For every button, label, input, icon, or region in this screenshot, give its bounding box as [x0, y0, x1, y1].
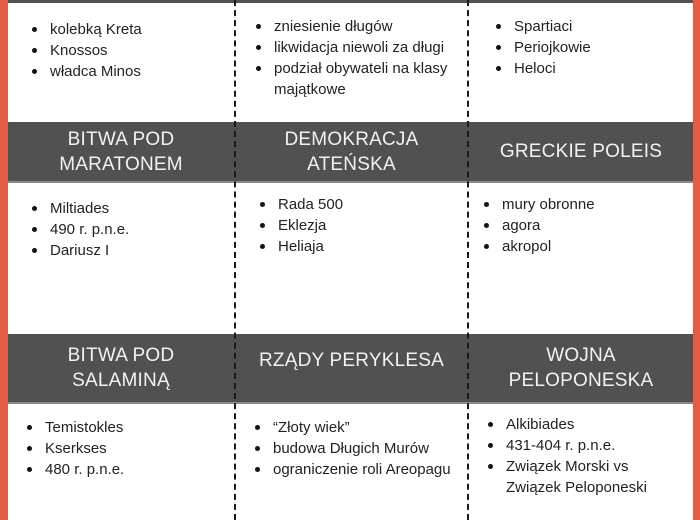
title-rzady-peryklesa: RZĄDY PERYKLESA [259, 350, 444, 371]
left-accent-bar [0, 0, 8, 520]
title-demokracja-atenska: DEMOKRACJA ATEŃSKA [284, 128, 419, 175]
column-divider-1 [234, 0, 236, 520]
list-perykles [253, 417, 468, 480]
list-item: władca Minos [30, 61, 142, 82]
list-item: 490 r. p.n.e. [30, 219, 129, 240]
list-item: Periojkowie [494, 37, 591, 58]
right-accent-bar [693, 0, 700, 520]
top-header-band-edge [8, 0, 693, 3]
list-salamina [25, 417, 124, 480]
list-item: budowa Długich Murów [253, 438, 468, 459]
list-item: Kserkses [25, 438, 124, 459]
list-item: “Złoty wiek” [253, 417, 468, 438]
list-maraton [30, 198, 129, 261]
title-bitwa-maraton: BITWA POD MARATONEM [59, 128, 183, 175]
list-poleis [482, 194, 595, 257]
list-item: akropol [482, 236, 595, 257]
column-divider-2 [467, 0, 469, 520]
list-item: ograniczenie roli Areopagu [253, 459, 468, 480]
list-item: Alkibiades [486, 414, 676, 435]
list-item: Temistokles [25, 417, 124, 438]
list-wojna-peloponeska [486, 414, 676, 498]
list-item: Heloci [494, 58, 591, 79]
list-item: likwidacja niewoli za długi [254, 37, 464, 58]
list-item: Rada 500 [258, 194, 343, 215]
list-solon-reforms [254, 16, 464, 100]
title-bitwa-salamina: BITWA POD SALAMINĄ [67, 345, 175, 391]
list-item: zniesienie długów [254, 16, 464, 37]
list-item: Miltiades [30, 198, 129, 219]
list-item: Dariusz I [30, 240, 129, 261]
title-greckie-poleis: GRECKIE POLEIS [499, 141, 663, 162]
list-demokracja [258, 194, 343, 257]
list-item: Eklezja [258, 215, 343, 236]
list-item: Heliaja [258, 236, 343, 257]
list-item: agora [482, 215, 595, 236]
list-item: mury obronne [482, 194, 595, 215]
list-minoan [30, 19, 142, 82]
list-item: 431-404 r. p.n.e. [486, 435, 676, 456]
title-wojna-peloponeska: WOJNA PELOPONESKA [508, 345, 654, 391]
list-item: Knossos [30, 40, 142, 61]
list-item: Związek Morski vs Związek Peloponeski [486, 456, 676, 498]
list-item: podział obywateli na klasy majątkowe [254, 58, 464, 100]
list-item: 480 r. p.n.e. [25, 459, 124, 480]
list-item: kolebką Kreta [30, 19, 142, 40]
list-item: Spartiaci [494, 16, 591, 37]
list-sparta-classes [494, 16, 591, 79]
